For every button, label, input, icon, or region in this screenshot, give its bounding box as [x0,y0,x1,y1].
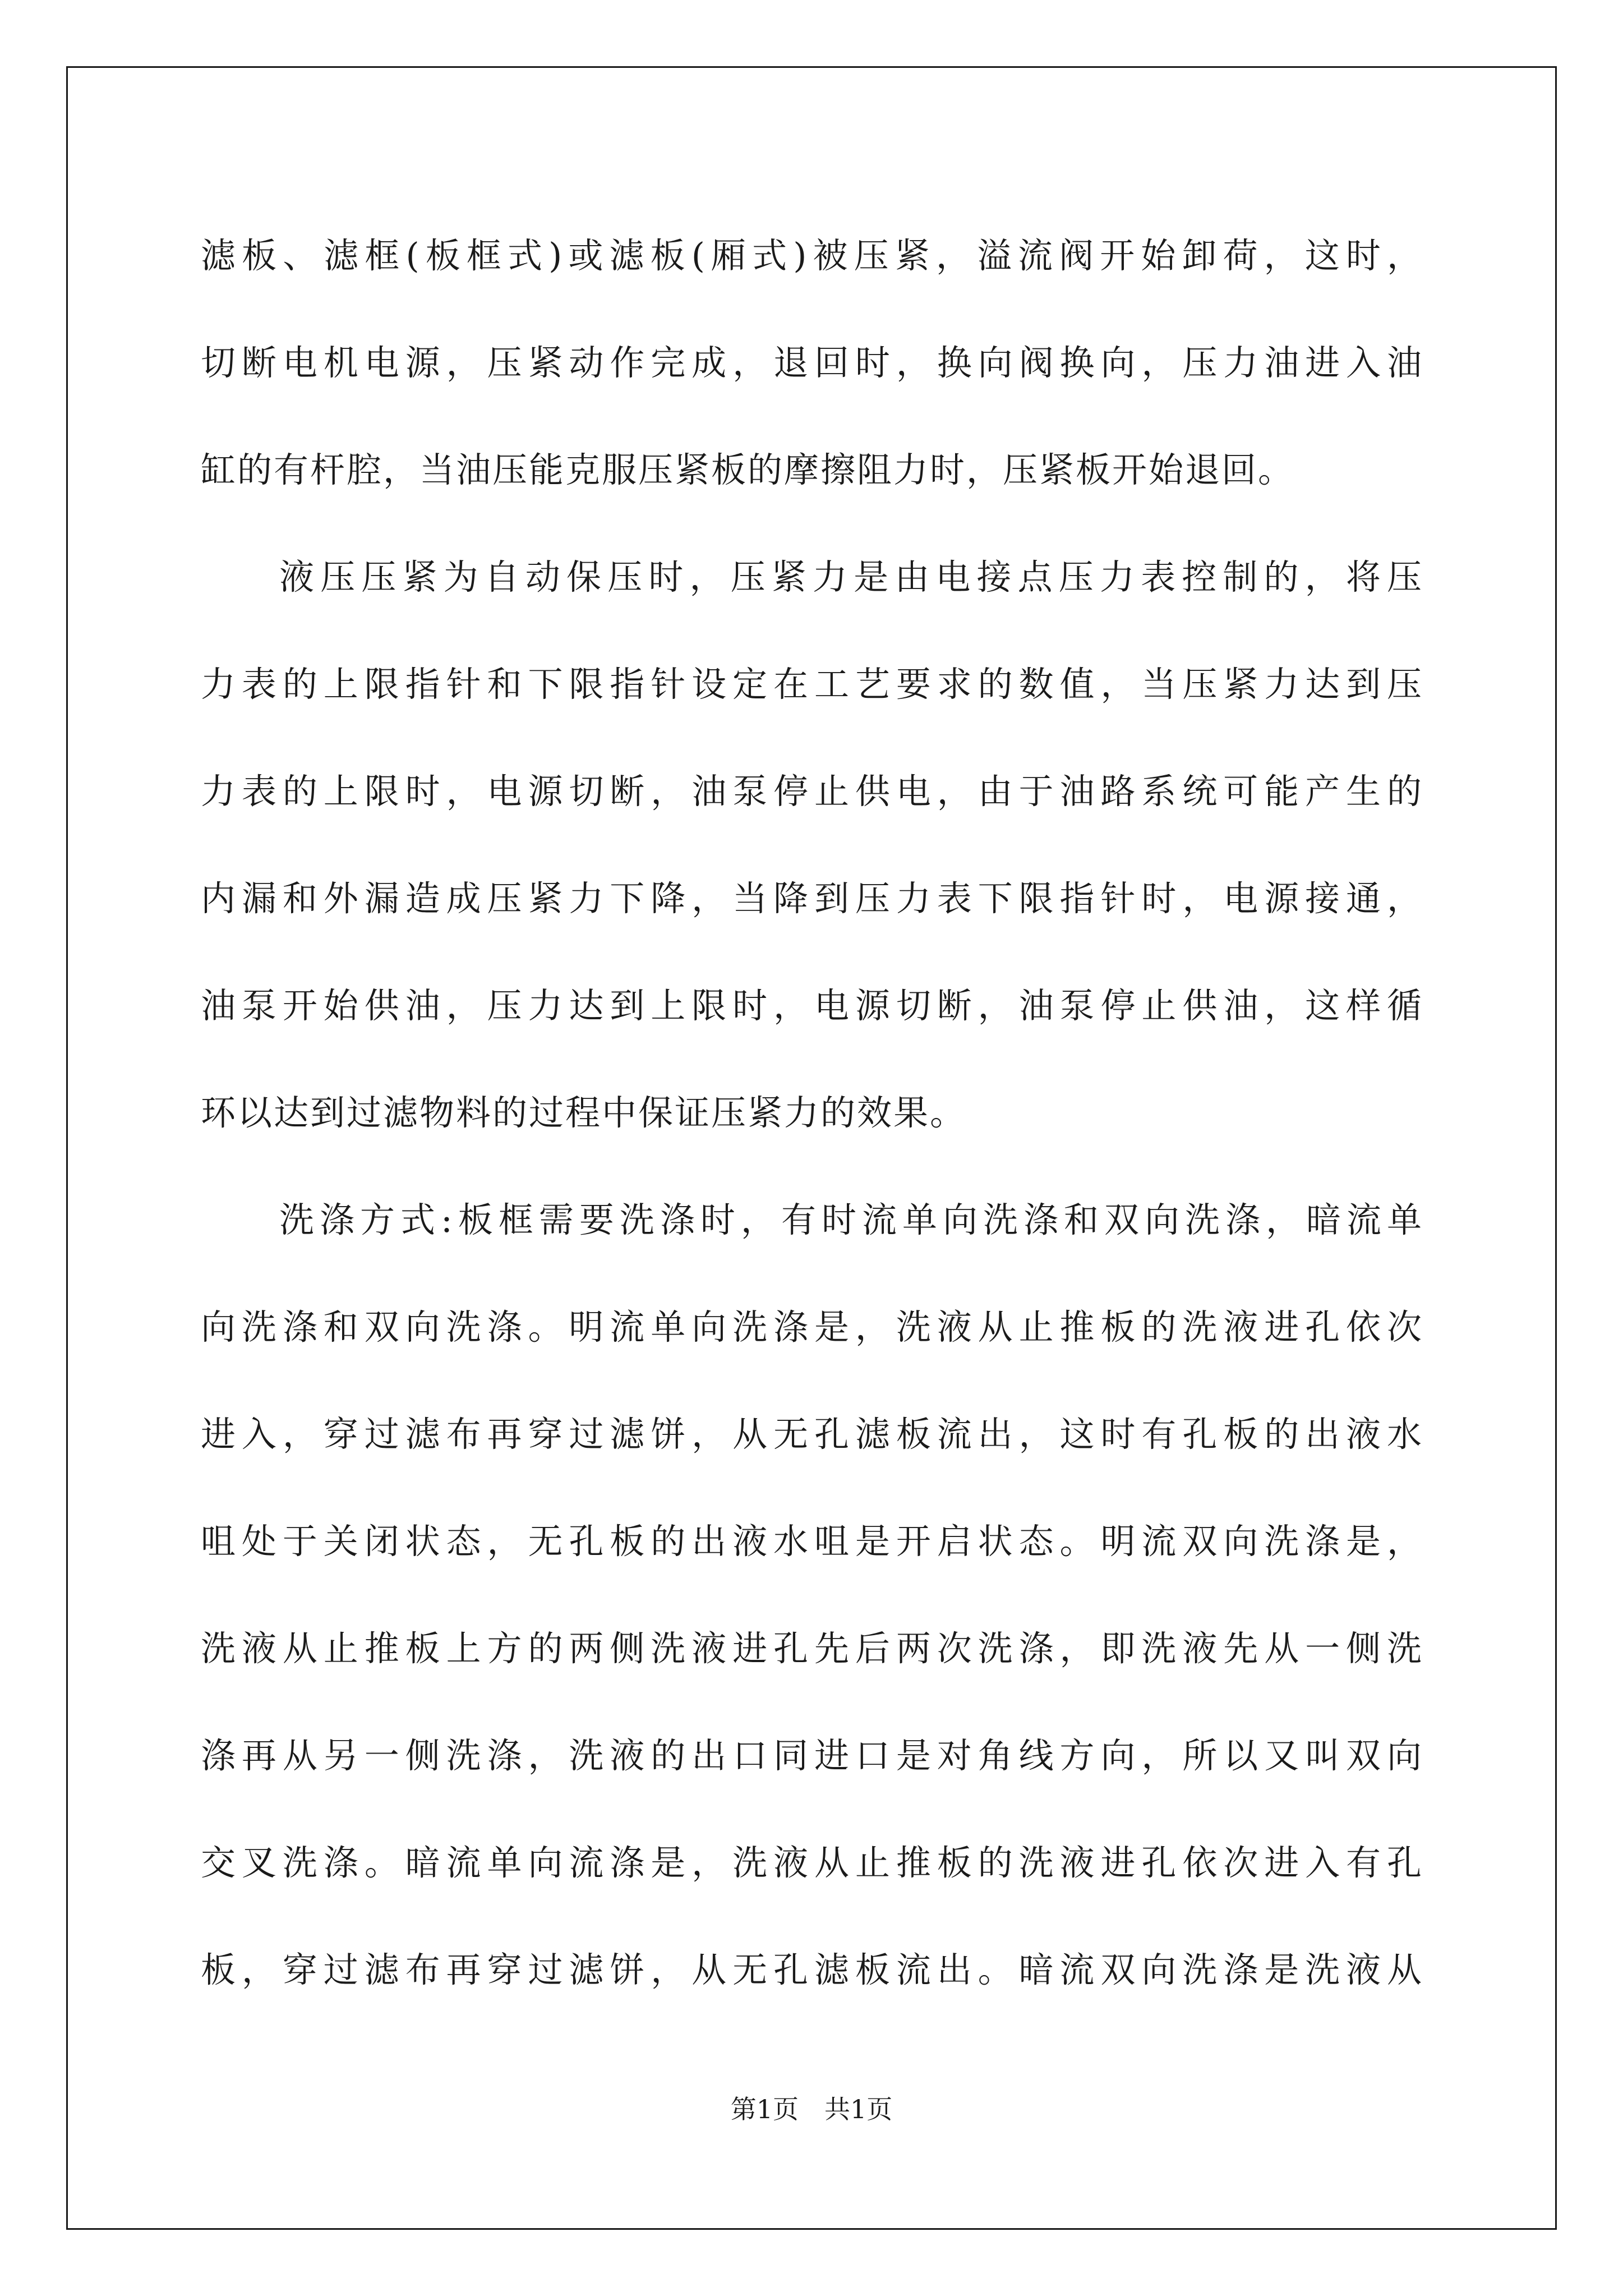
text-line: 油泵开始供油，压力达到上限时，电源切断，油泵停止供油，这样循 [201,985,1423,1026]
text-line: 缸的有杆腔，当油压能克服压紧板的摩擦阻力时，压紧板开始退回。 [201,449,1295,490]
text-line: 液压压紧为自动保压时，压紧力是由电接点压力表控制的，将压 [279,556,1423,597]
text-line: 内漏和外漏造成压紧力下降，当降到压力表下限指针时，电源接通， [201,878,1423,919]
text-line: 力表的上限指针和下限指针设定在工艺要求的数值，当压紧力达到压 [201,664,1423,705]
text-line: 力表的上限时，电源切断，油泵停止供电，由于油路系统可能产生的 [201,771,1423,812]
text-line: 涤再从另一侧洗涤，洗液的出口同进口是对角线方向，所以又叫双向 [201,1735,1423,1776]
text-line: 交叉洗涤。暗流单向流涤是，洗液从止推板的洗液进孔依次进入有孔 [201,1842,1423,1883]
text-line: 进入，穿过滤布再穿过滤饼，从无孔滤板流出，这时有孔板的出液水 [201,1414,1423,1455]
document-body [201,202,1423,2023]
text-line: 滤板、滤框(板框式)或滤板(厢式)被压紧，溢流阀开始卸荷，这时， [201,235,1423,276]
text-line: 洗液从止推板上方的两侧洗液进孔先后两次洗涤，即洗液先从一侧洗 [201,1628,1423,1669]
text-line: 板，穿过滤布再穿过滤饼，从无孔滤板流出。暗流双向洗涤是洗液从 [201,1949,1423,1990]
text-line: 咀处于关闭状态，无孔板的出液水咀是开启状态。明流双向洗涤是， [201,1521,1423,1562]
text-line: 环以达到过滤物料的过程中保证压紧力的效果。 [201,1092,967,1133]
text-line: 切断电机电源，压紧动作完成，退回时，换向阀换向，压力油进入油 [201,342,1423,383]
page-number-footer: 第1页 共1页 [730,2094,893,2124]
text-line: 洗涤方式:板框需要洗涤时，有时流单向洗涤和双向洗涤，暗流单 [279,1199,1423,1240]
text-line: 向洗涤和双向洗涤。明流单向洗涤是，洗液从止推板的洗液进孔依次 [201,1306,1423,1347]
